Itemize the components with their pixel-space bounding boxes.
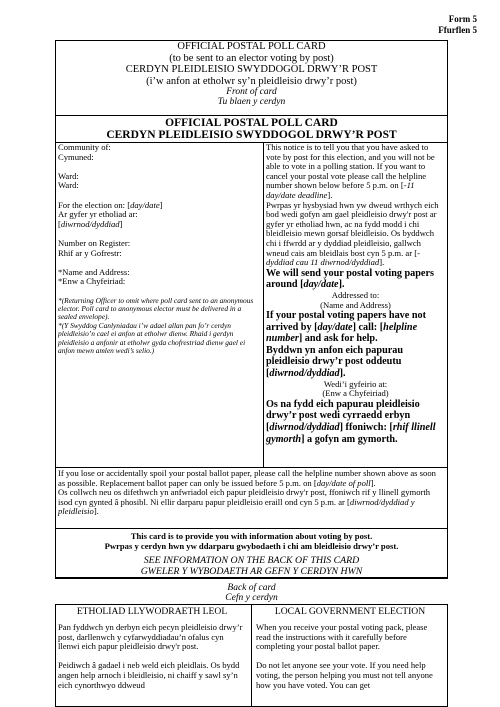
- spoiled-ballot-section: [58, 469, 444, 517]
- header-title-en: OFFICIAL POSTAL POLL CARD: [177, 41, 326, 52]
- election-label-en: For the election on: [day/date]: [58, 199, 163, 210]
- back-privacy-cy: Peidiwch â gadael i neb weld eich pleidlais. Os bydd angen help arnoch i bleidleisio, ni chaiff y sawl sy’n eich cynorthwyo ddweud: [58, 660, 240, 690]
- spoiled-ballot-cy: Os collwch neu os difethwch yn anfwriadol eich papur pleidleisio drwy'r post, ffoniwch rif y llinell gymorth isod cyn gynted â phosibl. Ni ellir darparu papur pleidleisio eraill ond cyn 5 p.m. ar [diwrnod/dyddiad y pleidleisio].: [58, 487, 431, 517]
- back-title-cy: ETHOLIAD LLYWODRAETH LEOL: [76, 606, 228, 617]
- back-instructions-en: When you receive your postal voting pack, please read the instructions with it carefully before completing your postal ballot paper.: [256, 622, 428, 652]
- back-label-cy: Cefn y cerdyn: [225, 593, 278, 603]
- addressed-to-cy: Wedi’i gyfeirio at:: [323, 378, 388, 389]
- card-title-cy: CERDYN PLEIDLEISIO SWYDDOGOL DRWY’R POST: [106, 129, 397, 141]
- addressed-to-en-sub: (Name and Address): [320, 299, 391, 310]
- register-label-en: Number on Register:: [58, 237, 131, 248]
- addressed-to-en: Addressed to:: [331, 289, 380, 300]
- front-label-en: Front of card: [226, 87, 277, 97]
- notice-paragraph-en: This notice is to tell you that you have asked to vote by post for this election, and you will not be able to vote in a polling station. If you want to cancel your postal vote please call the helpline number shown below before 5 p.m. on [-11 day/date deadline].: [266, 142, 435, 200]
- back-instructions-cy: Pan fyddwch yn derbyn eich pecyn pleidleisio drwy’r post, darllenwch y cyfarwyddiadau’n ofalus cyn llenwi eich papur pleidleisio drwy'r post.: [58, 622, 243, 652]
- returning-officer-note-cy: *(Y Swyddog Canlyniadau i’w adael allan pan fo’r cerdyn pleidleisio’n cael ei anfon at etholwr dienw. Rhaid i gerdyn pleidleisio a anfonir at etholwr gyda chofrestriad dienw gael ei anfon mewn amlen wedi’s selio.): [58, 320, 246, 355]
- name-address-label-cy: *Enw a Chyfeiriad:: [58, 276, 126, 287]
- header-subtitle-cy: (i’w anfon at etholwr sy’n pleidleisio drwy’r post): [146, 75, 357, 87]
- info-section: [55, 531, 448, 552]
- divider: [55, 528, 448, 529]
- info-en: This card is to provide you with information about voting by post.: [130, 531, 373, 541]
- returning-officer-note-en: *(Returning Officer to omit where poll card sent to an anonymous elector. Poll card to anonymous elector must be delivered in a sealed envelope).: [58, 295, 254, 322]
- back-title-en: LOCAL GOVERNMENT ELECTION: [274, 606, 426, 617]
- column-divider: [263, 142, 264, 467]
- back-label: [55, 583, 448, 603]
- ward-label-cy: Ward:: [58, 180, 79, 191]
- community-label-cy: Cymuned:: [58, 151, 94, 162]
- header-title-cy: CERDYN PLEIDLEISIO SWYDDOGOL DRWY’R POST: [125, 64, 378, 75]
- not-arrived-en: If your postal voting papers have not arrived by [day/date] call: [helpline number] and ask for help.: [266, 310, 427, 345]
- election-label-cy: Ar gyfer yr etholiad ar:: [58, 209, 138, 220]
- register-label-cy: Rhif ar y Gofrestr:: [58, 247, 122, 258]
- name-address-label-en: *Name and Address:: [58, 266, 130, 277]
- community-label-en: Community of:: [58, 142, 111, 152]
- send-papers-en: We will send your postal voting papers around [day/date].: [266, 267, 434, 291]
- right-column: [266, 143, 445, 445]
- card-title: [55, 117, 448, 141]
- front-label-cy: Tu blaen y cerdyn: [217, 97, 286, 107]
- form-number-en: Form 5: [448, 14, 477, 24]
- back-column-en: [256, 606, 444, 690]
- card-title-en: OFFICIAL POSTAL POLL CARD: [165, 117, 338, 129]
- send-papers-cy: Byddwn yn anfon eich papurau pleidleisio drwy’r post oddeutu [diwrnod/dyddiad].: [266, 344, 404, 380]
- info-cy: Pwrpas y cerdyn hwn yw ddarparu gwybodaeth i chi am bleidleisio drwy’r post.: [104, 541, 399, 552]
- see-back-en: SEE INFORMATION ON THE BACK OF THIS CARD: [143, 555, 360, 566]
- spoiled-ballot-en: If you lose or accidentally spoil your postal ballot paper, please call the helpline number shown above as soon as possible. Replacement ballot paper can only be issued before 5 p.m. on [day/date of poll].: [58, 468, 436, 488]
- form-number: [438, 14, 477, 36]
- notice-paragraph-cy: Pwrpas yr hysbysiad hwn yw dweud wrthych eich bod wedi gofyn am gael pleidleisio drwy'r post ar gyfer yr etholiad hwn, ac na fydd modd i chi bleidleisio mewn gorsaf bleidleisio. Os byddwch chi i ffwrdd ar y dyddiad pleidleisio, gallwch wneud cais am bleidlais bost cyn 5 p.m. ar [- dyddiad cau 11 diwrnod/dyddiad].: [266, 199, 439, 268]
- back-column-cy: [58, 606, 246, 690]
- ward-label-en: Ward:: [58, 170, 79, 181]
- not-arrived-cy: Os na fydd eich papurau pleidleisio drwy’r post wedi cyrraedd erbyn [diwrnod/dyddiad] ffoniwch: [rhif llinell gymorth] a gofyn am gymorth.: [266, 398, 436, 445]
- header-text: [55, 41, 448, 107]
- back-column-divider: [251, 604, 252, 707]
- back-privacy-en: Do not let anyone see your vote. If you need help voting, the person helping you must not tell anyone how you have voted. You can get: [256, 660, 433, 690]
- see-back-section: [55, 555, 448, 577]
- form-number-cy: Ffurflen 5: [438, 25, 477, 35]
- left-column: [58, 143, 260, 355]
- addressed-to-cy-sub: (Enw a Chyfeiriad): [322, 388, 389, 399]
- header-subtitle-en: (to be sent to an elector voting by post): [169, 52, 334, 64]
- election-date-cy: [diwrnod/dyddiad]: [58, 218, 123, 229]
- see-back-cy: GWELER Y WYBODAETH AR GEFN Y CERDYN HWN: [140, 566, 363, 577]
- back-label-en: Back of card: [227, 583, 276, 593]
